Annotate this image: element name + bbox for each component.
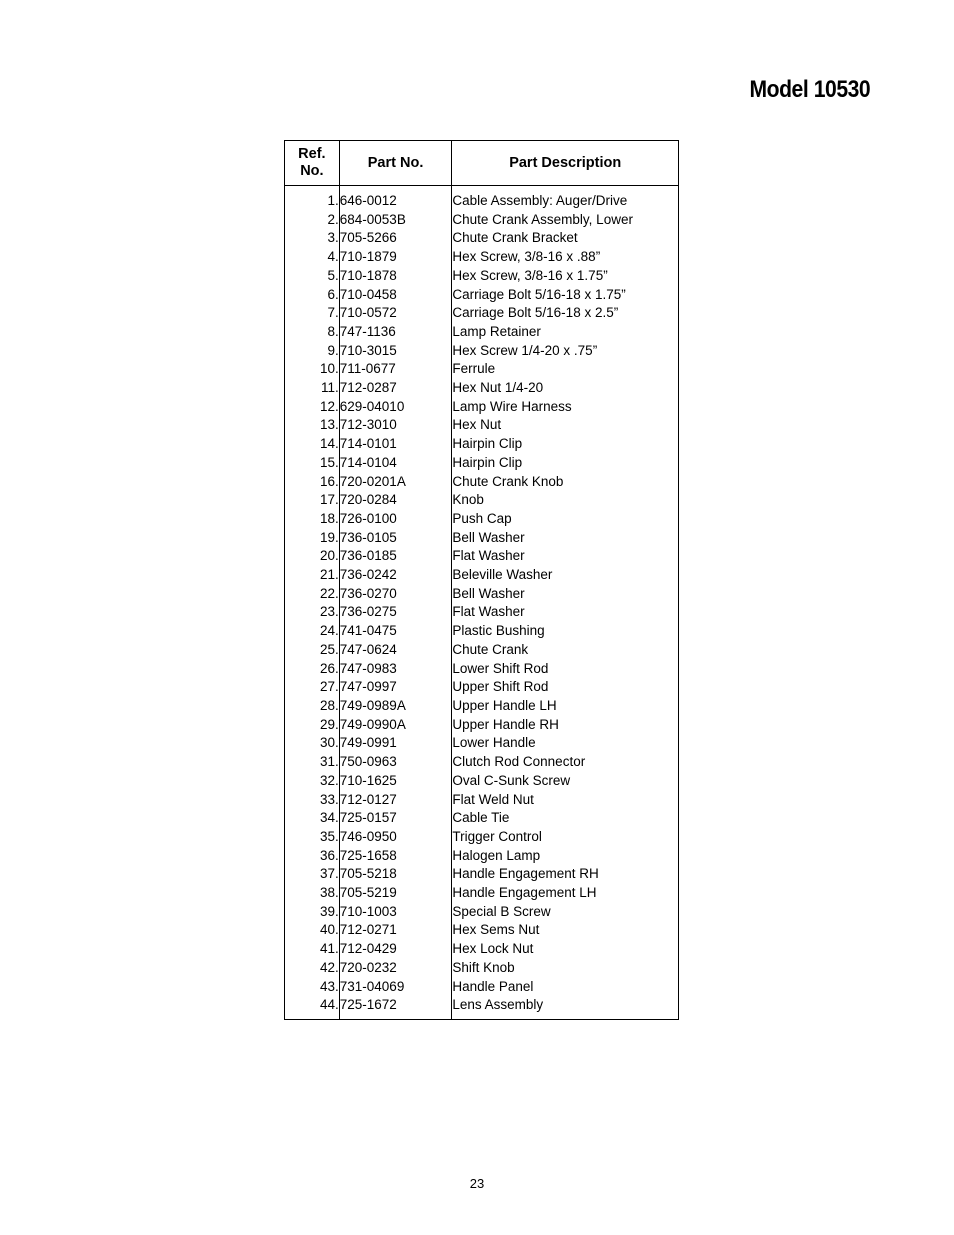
ref-no-cell: 8. bbox=[285, 323, 340, 342]
part-no-cell: 710-1878 bbox=[339, 267, 452, 286]
table-row bbox=[285, 585, 679, 604]
part-no-cell: 736-0242 bbox=[339, 566, 452, 585]
table-row bbox=[285, 903, 679, 922]
part-description-cell: Flat Washer bbox=[452, 547, 679, 566]
table-row bbox=[285, 192, 679, 211]
part-description-cell: Beleville Washer bbox=[452, 566, 679, 585]
part-no-cell: 711-0677 bbox=[339, 360, 452, 379]
table-row bbox=[285, 734, 679, 753]
table-row bbox=[285, 678, 679, 697]
part-no-cell: 710-1625 bbox=[339, 772, 452, 791]
ref-no-cell: 34. bbox=[285, 809, 340, 828]
part-no-cell: 725-1658 bbox=[339, 847, 452, 866]
ref-no-cell: 40. bbox=[285, 921, 340, 940]
table-row bbox=[285, 996, 679, 1015]
table-row bbox=[285, 716, 679, 735]
ref-no-cell: 19. bbox=[285, 529, 340, 548]
part-description-cell: Lamp Retainer bbox=[452, 323, 679, 342]
part-description-cell: Special B Screw bbox=[452, 903, 679, 922]
part-description-cell: Shift Knob bbox=[452, 959, 679, 978]
part-description-cell: Handle Engagement RH bbox=[452, 865, 679, 884]
part-description-cell: Push Cap bbox=[452, 510, 679, 529]
ref-no-cell: 21. bbox=[285, 566, 340, 585]
table-row bbox=[285, 865, 679, 884]
part-description-cell: Cable Tie bbox=[452, 809, 679, 828]
ref-no-cell: 29. bbox=[285, 716, 340, 735]
table-row bbox=[285, 622, 679, 641]
part-description-cell: Upper Shift Rod bbox=[452, 678, 679, 697]
part-description-cell: Hex Screw 1/4-20 x .75” bbox=[452, 342, 679, 361]
header-part-description: Part Description bbox=[452, 141, 679, 186]
table-row bbox=[285, 416, 679, 435]
table-row bbox=[285, 529, 679, 548]
part-description-cell: Hex Nut bbox=[452, 416, 679, 435]
ref-no-cell: 14. bbox=[285, 435, 340, 454]
table-row bbox=[285, 398, 679, 417]
table-row bbox=[285, 828, 679, 847]
part-no-cell: 705-5219 bbox=[339, 884, 452, 903]
part-no-cell: 736-0275 bbox=[339, 603, 452, 622]
part-no-cell: 714-0101 bbox=[339, 435, 452, 454]
part-description-cell: Bell Washer bbox=[452, 585, 679, 604]
part-no-cell: 712-0271 bbox=[339, 921, 452, 940]
part-description-cell: Trigger Control bbox=[452, 828, 679, 847]
table-row bbox=[285, 267, 679, 286]
part-no-cell: 705-5266 bbox=[339, 229, 452, 248]
part-no-cell: 710-3015 bbox=[339, 342, 452, 361]
part-no-cell: 741-0475 bbox=[339, 622, 452, 641]
part-no-cell: 712-0127 bbox=[339, 791, 452, 810]
part-no-cell: 720-0284 bbox=[339, 491, 452, 510]
part-no-cell: 710-0572 bbox=[339, 304, 452, 323]
part-description-cell: Handle Engagement LH bbox=[452, 884, 679, 903]
part-description-cell: Upper Handle RH bbox=[452, 716, 679, 735]
ref-no-cell: 37. bbox=[285, 865, 340, 884]
ref-no-cell: 38. bbox=[285, 884, 340, 903]
part-description-cell: Hex Screw, 3/8-16 x 1.75” bbox=[452, 267, 679, 286]
table-row bbox=[285, 304, 679, 323]
part-no-cell: 736-0185 bbox=[339, 547, 452, 566]
part-description-cell: Chute Crank Knob bbox=[452, 473, 679, 492]
ref-no-cell: 22. bbox=[285, 585, 340, 604]
part-no-cell: 749-0989A bbox=[339, 697, 452, 716]
part-no-cell: 714-0104 bbox=[339, 454, 452, 473]
header-part-no: Part No. bbox=[339, 141, 452, 186]
ref-no-cell: 36. bbox=[285, 847, 340, 866]
part-description-cell: Lower Handle bbox=[452, 734, 679, 753]
part-no-cell: 746-0950 bbox=[339, 828, 452, 847]
ref-no-cell: 1. bbox=[285, 192, 340, 211]
part-description-cell: Chute Crank Assembly, Lower bbox=[452, 211, 679, 230]
table-row bbox=[285, 978, 679, 997]
part-description-cell: Handle Panel bbox=[452, 978, 679, 997]
table-row bbox=[285, 229, 679, 248]
part-description-cell: Hex Screw, 3/8-16 x .88” bbox=[452, 248, 679, 267]
header-ref-no: Ref. No. bbox=[285, 141, 340, 186]
part-description-cell: Hex Nut 1/4-20 bbox=[452, 379, 679, 398]
part-no-cell: 710-1003 bbox=[339, 903, 452, 922]
spacer-cell bbox=[452, 1015, 679, 1020]
part-description-cell: Flat Weld Nut bbox=[452, 791, 679, 810]
part-no-cell: 646-0012 bbox=[339, 192, 452, 211]
part-no-cell: 710-0458 bbox=[339, 286, 452, 305]
part-no-cell: 720-0201A bbox=[339, 473, 452, 492]
ref-no-cell: 27. bbox=[285, 678, 340, 697]
part-no-cell: 747-0983 bbox=[339, 660, 452, 679]
table-row bbox=[285, 697, 679, 716]
table-row bbox=[285, 791, 679, 810]
part-description-cell: Ferrule bbox=[452, 360, 679, 379]
ref-no-cell: 7. bbox=[285, 304, 340, 323]
table-header-row bbox=[285, 141, 679, 186]
ref-no-cell: 33. bbox=[285, 791, 340, 810]
part-no-cell: 747-1136 bbox=[339, 323, 452, 342]
ref-no-cell: 15. bbox=[285, 454, 340, 473]
part-no-cell: 736-0270 bbox=[339, 585, 452, 604]
ref-no-cell: 35. bbox=[285, 828, 340, 847]
part-no-cell: 629-04010 bbox=[339, 398, 452, 417]
table-row bbox=[285, 603, 679, 622]
ref-no-cell: 28. bbox=[285, 697, 340, 716]
part-description-cell: Hex Sems Nut bbox=[452, 921, 679, 940]
ref-no-cell: 39. bbox=[285, 903, 340, 922]
table-body bbox=[285, 186, 679, 1020]
ref-no-cell: 13. bbox=[285, 416, 340, 435]
ref-no-cell: 32. bbox=[285, 772, 340, 791]
part-no-cell: 726-0100 bbox=[339, 510, 452, 529]
ref-no-cell: 41. bbox=[285, 940, 340, 959]
part-description-cell: Carriage Bolt 5/16-18 x 2.5” bbox=[452, 304, 679, 323]
table-row bbox=[285, 884, 679, 903]
part-no-cell: 749-0990A bbox=[339, 716, 452, 735]
part-description-cell: Lamp Wire Harness bbox=[452, 398, 679, 417]
part-no-cell: 720-0232 bbox=[339, 959, 452, 978]
part-no-cell: 712-3010 bbox=[339, 416, 452, 435]
ref-no-cell: 30. bbox=[285, 734, 340, 753]
part-no-cell: 731-04069 bbox=[339, 978, 452, 997]
part-description-cell: Lens Assembly bbox=[452, 996, 679, 1015]
table-row bbox=[285, 847, 679, 866]
part-no-cell: 747-0997 bbox=[339, 678, 452, 697]
part-no-cell: 736-0105 bbox=[339, 529, 452, 548]
part-description-cell: Clutch Rod Connector bbox=[452, 753, 679, 772]
part-description-cell: Flat Washer bbox=[452, 603, 679, 622]
table-row bbox=[285, 660, 679, 679]
ref-no-cell: 6. bbox=[285, 286, 340, 305]
ref-no-cell: 9. bbox=[285, 342, 340, 361]
table-row bbox=[285, 809, 679, 828]
table-row bbox=[285, 959, 679, 978]
part-description-cell: Hairpin Clip bbox=[452, 454, 679, 473]
part-description-cell: Plastic Bushing bbox=[452, 622, 679, 641]
table-row bbox=[285, 211, 679, 230]
ref-no-cell: 16. bbox=[285, 473, 340, 492]
part-no-cell: 712-0429 bbox=[339, 940, 452, 959]
table-row bbox=[285, 641, 679, 660]
part-no-cell: 684-0053B bbox=[339, 211, 452, 230]
part-no-cell: 725-0157 bbox=[339, 809, 452, 828]
ref-no-cell: 18. bbox=[285, 510, 340, 529]
ref-no-cell: 4. bbox=[285, 248, 340, 267]
table-row bbox=[285, 772, 679, 791]
part-description-cell: Chute Crank Bracket bbox=[452, 229, 679, 248]
part-no-cell: 747-0624 bbox=[339, 641, 452, 660]
ref-no-cell: 2. bbox=[285, 211, 340, 230]
part-description-cell: Hairpin Clip bbox=[452, 435, 679, 454]
ref-no-cell: 31. bbox=[285, 753, 340, 772]
ref-no-cell: 43. bbox=[285, 978, 340, 997]
table-row bbox=[285, 323, 679, 342]
parts-table bbox=[284, 140, 679, 1020]
ref-no-cell: 12. bbox=[285, 398, 340, 417]
table-row bbox=[285, 360, 679, 379]
ref-no-cell: 17. bbox=[285, 491, 340, 510]
table-row bbox=[285, 454, 679, 473]
part-description-cell: Hex Lock Nut bbox=[452, 940, 679, 959]
part-no-cell: 725-1672 bbox=[339, 996, 452, 1015]
table-row bbox=[285, 940, 679, 959]
table-row bbox=[285, 510, 679, 529]
table-row bbox=[285, 435, 679, 454]
table-row bbox=[285, 753, 679, 772]
part-no-cell: 710-1879 bbox=[339, 248, 452, 267]
table-row bbox=[285, 286, 679, 305]
part-description-cell: Cable Assembly: Auger/Drive bbox=[452, 192, 679, 211]
table-row bbox=[285, 921, 679, 940]
table-row bbox=[285, 379, 679, 398]
table-row bbox=[285, 491, 679, 510]
part-description-cell: Oval C-Sunk Screw bbox=[452, 772, 679, 791]
spacer-cell bbox=[285, 1015, 340, 1020]
table-row bbox=[285, 248, 679, 267]
part-description-cell: Carriage Bolt 5/16-18 x 1.75” bbox=[452, 286, 679, 305]
part-description-cell: Upper Handle LH bbox=[452, 697, 679, 716]
part-description-cell: Knob bbox=[452, 491, 679, 510]
page-title: Model 10530 bbox=[749, 76, 870, 103]
ref-no-cell: 25. bbox=[285, 641, 340, 660]
part-no-cell: 705-5218 bbox=[339, 865, 452, 884]
page-number: 23 bbox=[469, 1176, 485, 1191]
part-description-cell: Halogen Lamp bbox=[452, 847, 679, 866]
part-no-cell: 712-0287 bbox=[339, 379, 452, 398]
part-no-cell: 749-0991 bbox=[339, 734, 452, 753]
ref-no-cell: 42. bbox=[285, 959, 340, 978]
ref-no-cell: 23. bbox=[285, 603, 340, 622]
ref-no-cell: 5. bbox=[285, 267, 340, 286]
table-row bbox=[285, 473, 679, 492]
table-spacer-row bbox=[285, 1015, 679, 1020]
table-row bbox=[285, 566, 679, 585]
ref-no-cell: 24. bbox=[285, 622, 340, 641]
table-header bbox=[285, 141, 679, 186]
spacer-cell bbox=[339, 1015, 452, 1020]
part-description-cell: Lower Shift Rod bbox=[452, 660, 679, 679]
table-row bbox=[285, 547, 679, 566]
ref-no-cell: 26. bbox=[285, 660, 340, 679]
table-row bbox=[285, 342, 679, 361]
ref-no-cell: 10. bbox=[285, 360, 340, 379]
part-description-cell: Chute Crank bbox=[452, 641, 679, 660]
part-description-cell: Bell Washer bbox=[452, 529, 679, 548]
ref-no-cell: 20. bbox=[285, 547, 340, 566]
ref-no-cell: 3. bbox=[285, 229, 340, 248]
ref-no-cell: 44. bbox=[285, 996, 340, 1015]
part-no-cell: 750-0963 bbox=[339, 753, 452, 772]
ref-no-cell: 11. bbox=[285, 379, 340, 398]
